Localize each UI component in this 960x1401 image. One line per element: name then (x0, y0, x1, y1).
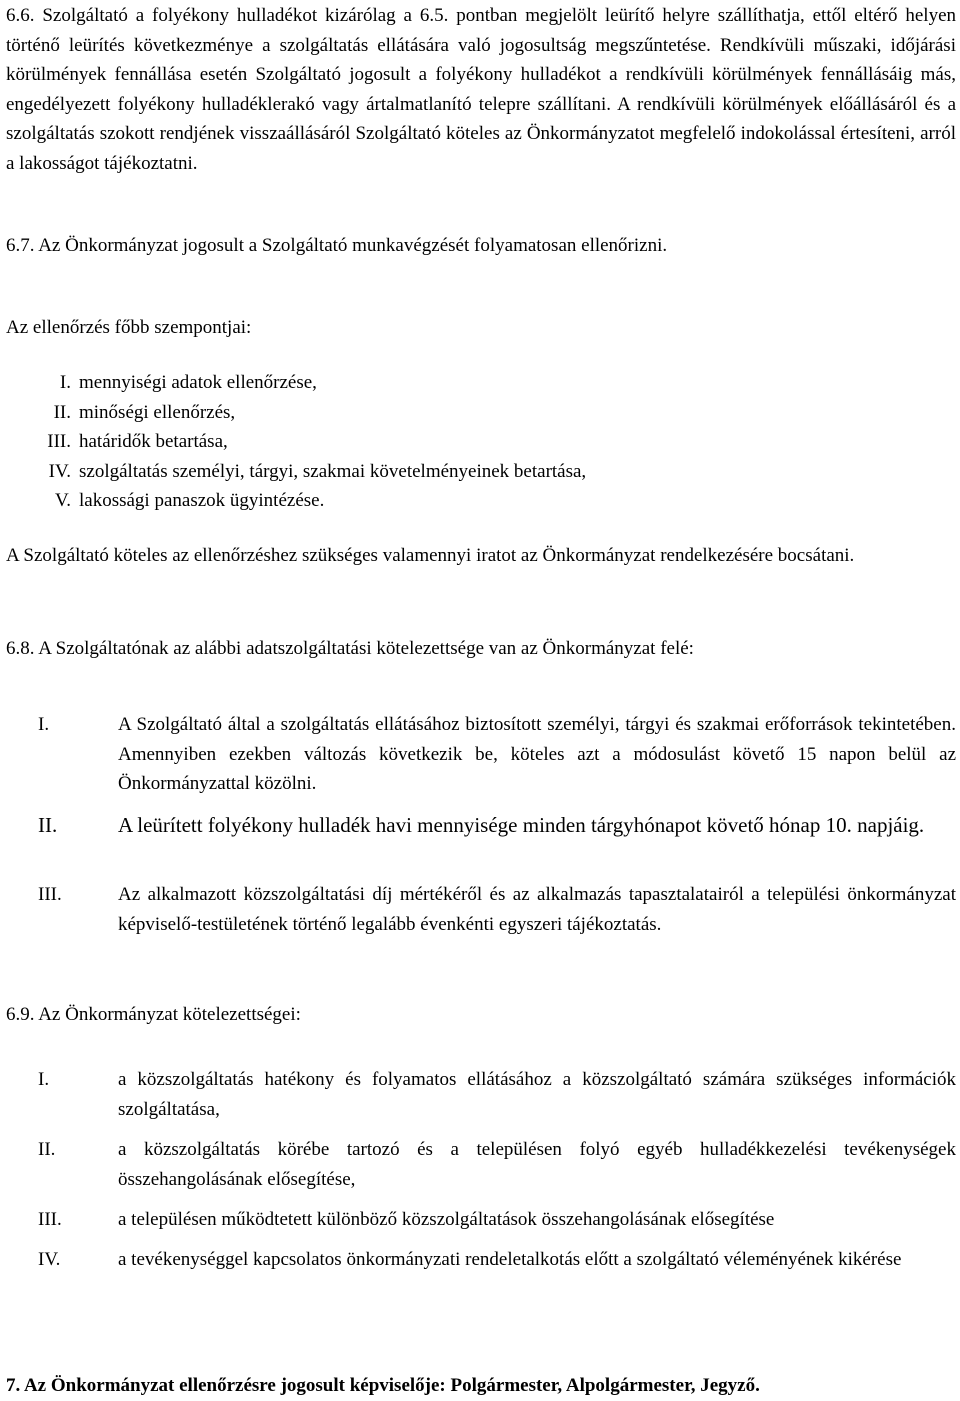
control-intro: Az ellenőrzés főbb szempontjai: (6, 317, 252, 338)
list-item (6, 427, 956, 457)
paragraph-6-6: 6.6. Szolgáltató a folyékony hulladékot kizárólag a 6.5. pontban megjelölt leürítő helyre szállíthatja, ettől eltérő helyen történő leürítés következménye a szolgáltatás ellátására való jogosultság megszűntetése. Rendkívüli műszaki, időjárási körülmények fennállása esetén Szolgáltató jogosult a folyékony hulladékot a rendkívüli körülmények fennállásáig más, engedélyezett folyékony hulladéklerakó vagy ártalmatlanító telepre szállítani. A rendkívüli körülmények előállásáról és a szolgáltatás szokott rendjének visszaállásáról Szolgáltató köteles az Önkormányzatot megfelelő indokolással értesíteni, arról a lakosságot tájékoztatni. (6, 5, 956, 174)
list-item (6, 486, 956, 516)
list-item (6, 457, 956, 487)
list-item (6, 398, 956, 428)
list-item (6, 1065, 956, 1124)
control-list (6, 368, 956, 516)
list-text: minőségi ellenőrzés, (79, 401, 236, 423)
list-number: I. (59, 372, 71, 393)
list-text: a településen működtetett különböző közszolgáltatások összehangolásának elősegítése (118, 1209, 775, 1230)
list-number: III. (47, 431, 71, 452)
list-item (6, 368, 956, 398)
list-number: II. (38, 1139, 56, 1160)
document-page (6, 0, 956, 1400)
section-7-heading: 7. Az Önkormányzat ellenőrzésre jogosult képviselője: Polgármester, Alpolgármester, Jegyző. (6, 1375, 760, 1396)
list-text: szolgáltatás személyi, tárgyi, szakmai követelményeinek betartása, (79, 460, 587, 482)
list-number: I. (38, 1069, 50, 1090)
list-text: a közszolgáltatás körébe tartozó és a településen folyó egyéb hulladékkezelési tevékenységek összehangolásának elősegítése, (118, 1139, 956, 1190)
list-item (6, 1135, 956, 1194)
list-text: a tevékenységgel kapcsolatos önkormányzati rendeletalkotás előtt a szolgáltató véleményének kikérése (118, 1249, 902, 1270)
list-number: III. (38, 1209, 62, 1230)
list-number: II. (38, 813, 58, 837)
list-text: A leürített folyékony hulladék havi mennyisége minden tárgyhónapot követő hónap 10. napjáig. (118, 813, 925, 837)
list-item (6, 710, 956, 799)
list-text: a közszolgáltatás hatékony és folyamatos ellátásához a közszolgáltató számára szükséges információk szolgáltatása, (118, 1069, 956, 1120)
paragraph-6-8: 6.8. A Szolgáltatónak az alábbi adatszolgáltatási kötelezettsége van az Önkormányzat felé: (6, 638, 694, 659)
list-text: Az alkalmazott közszolgáltatási díj mértékéről és az alkalmazás tapasztalatairól a települési önkormányzat képviselő-testületének történő legalább évenkénti egyszeri tájékoztatás. (118, 884, 956, 935)
paragraph-6-9: 6.9. Az Önkormányzat kötelezettségei: (6, 1004, 301, 1025)
paragraph-6-7: 6.7. Az Önkormányzat jogosult a Szolgáltató munkavégzését folyamatosan ellenőrizni. (6, 235, 668, 256)
list-number: IV. (48, 460, 71, 482)
control-outro: A Szolgáltató köteles az ellenőrzéshez szükséges valamennyi iratot az Önkormányzat rendelkezésére bocsátani. (6, 545, 855, 566)
list-item (6, 880, 956, 939)
list-number: III. (38, 884, 62, 905)
list-item (6, 810, 956, 840)
list-item (6, 1245, 956, 1275)
list-text: mennyiségi adatok ellenőrzése, (79, 372, 317, 393)
list-number: V. (54, 490, 71, 511)
list-number: I. (38, 714, 50, 735)
list-text: határidők betartása, (79, 431, 228, 452)
list-number: IV. (38, 1249, 61, 1270)
list-text: A Szolgáltató által a szolgáltatás ellátásához biztosított személyi, tárgyi és szakmai erőforrások tekintetében. Amennyiben ezekben változás következik be, köteles azt a módosulást követő 15 napon belül az Önkormányzattal közölni. (118, 714, 956, 794)
list-item (6, 1205, 956, 1235)
list-text: lakossági panaszok ügyintézése. (79, 490, 325, 511)
list-number: II. (53, 401, 71, 423)
